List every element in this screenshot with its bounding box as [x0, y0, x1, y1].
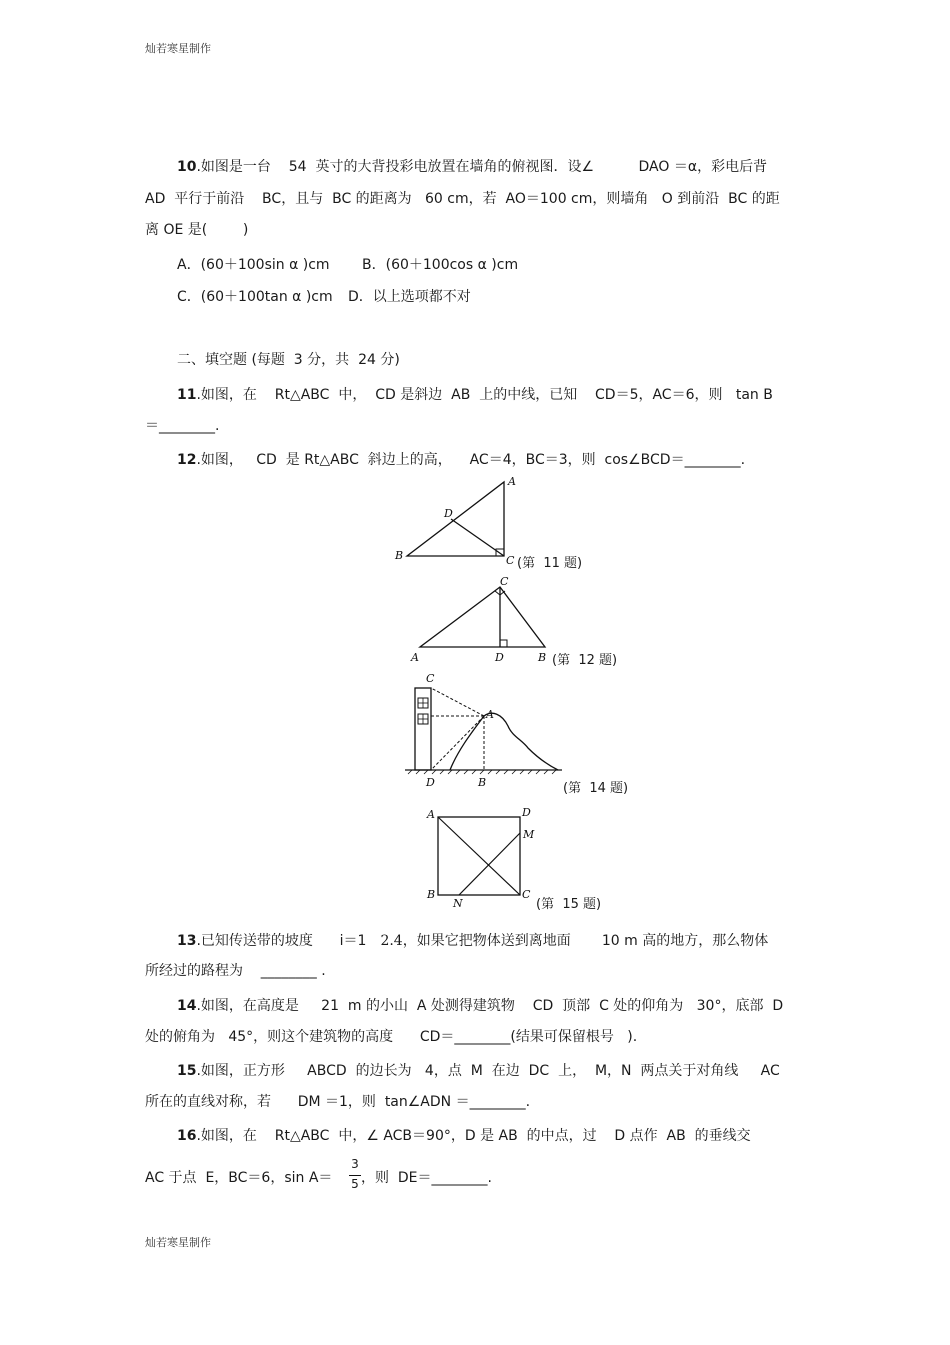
q13-text1a: .已知传送带的坡度 i＝1 — [196, 933, 367, 949]
fig15-label-b: B — [427, 888, 436, 901]
q16-line2b: ，则 DE＝________. — [361, 1170, 492, 1186]
fig15-label-m: M — [523, 828, 535, 841]
fig11-label-c: C — [506, 554, 515, 567]
figure-12 — [405, 575, 555, 670]
figure-11 — [390, 472, 520, 567]
q16-fraction-bar — [349, 1175, 361, 1176]
fig14-label-c: C — [426, 672, 435, 685]
fig12-label-a: A — [411, 651, 419, 664]
q14-text1: .如图，在高度是 21 m 的小山 A 处测得建筑物 CD 顶部 C 处的仰角为 30°，底部 D — [196, 998, 784, 1014]
fig11-label-d: D — [444, 507, 453, 520]
q13-ratio: 2.4 — [380, 933, 403, 949]
q12-line1 — [177, 451, 745, 469]
figure-15 — [425, 805, 545, 910]
q10-line2: AD 平行于前沿 BC，且与 BC 的距离为 60 cm，若 AO＝100 cm，则墙角 O 到前沿 BC 的距 — [145, 191, 780, 207]
page-header: 灿若寒星制作 — [145, 42, 211, 55]
q15-text1: .如图，正方形 ABCD 的边长为 4，点 M 在边 DC 上， M，N 两点关于对角线 AC — [196, 1063, 780, 1079]
q12-number: 12 — [177, 452, 197, 468]
q16-line2a: AC 于点 E，BC＝6，sin A＝ — [145, 1170, 333, 1186]
fig14-caption: (第 14 题) — [563, 781, 629, 796]
fig11-caption: (第 11 题) — [517, 556, 583, 571]
section-title-fill-in: 二、填空题 (每题 3 分，共 24 分) — [177, 352, 400, 368]
q15-number: 15 — [177, 1063, 197, 1079]
q16-fraction-denominator: 5 — [351, 1177, 359, 1191]
fig15-caption: (第 15 题) — [536, 897, 602, 912]
q11-line2: ＝________. — [145, 418, 220, 434]
figure-14 — [400, 670, 570, 795]
q13-line2: 所经过的路程为 ________ . — [145, 963, 326, 979]
q11-number: 11 — [177, 387, 197, 403]
q13-number: 13 — [177, 933, 197, 949]
q10-option-c: C．(60＋100tan α )cm — [177, 289, 333, 305]
fig15-label-c: C — [522, 888, 531, 901]
fig15-label-n: N — [453, 897, 463, 910]
fig12-label-d: D — [495, 651, 504, 664]
q10-option-b: B．(60＋100cos α )cm — [362, 257, 519, 273]
q10-option-a: A．(60＋100sin α )cm — [177, 257, 330, 273]
fig14-label-b: B — [478, 776, 487, 789]
fig14-label-a: A — [486, 708, 494, 721]
q16-line1 — [177, 1127, 751, 1145]
q15-line1 — [177, 1062, 780, 1080]
page-footer: 灿若寒星制作 — [145, 1236, 211, 1249]
q16-text1: .如图，在 Rt△ABC 中，∠ ACB＝90°，D 是 AB 的中点，过 D 点作 AB 的垂线交 — [196, 1128, 751, 1144]
fig15-label-d: D — [522, 806, 531, 819]
q11-text1: .如图，在 Rt△ABC 中， CD 是斜边 AB 上的中线，已知 CD＝5，AC＝6，则 tan B — [196, 387, 773, 403]
q16-number: 16 — [177, 1128, 197, 1144]
fig12-label-c: C — [500, 575, 509, 588]
q16-fraction-numerator: 3 — [351, 1157, 359, 1171]
q10-option-d: D．以上选项都不对 — [348, 289, 471, 305]
fig12-label-b: B — [538, 651, 547, 664]
q10-number: 10 — [177, 159, 197, 175]
fig11-label-a: A — [508, 475, 516, 488]
q12-text1: .如图， CD 是 Rt△ABC 斜边上的高， AC＝4，BC＝3，则 cos∠BCD＝________. — [196, 452, 746, 468]
q13-line1 — [177, 932, 768, 950]
q15-line2: 所在的直线对称，若 DM ＝1，则 tan∠ADN ＝________. — [145, 1094, 531, 1110]
q10-line1 — [177, 158, 767, 176]
q14-line1 — [177, 997, 783, 1015]
q10-line3: 离 OE 是( ) — [145, 222, 249, 238]
q14-number: 14 — [177, 998, 197, 1014]
fig11-label-b: B — [395, 549, 404, 562]
q14-line2: 处的俯角为 45°，则这个建筑物的高度 CD＝________(结果可保留根号 ). — [145, 1029, 638, 1045]
fig14-label-d: D — [426, 776, 435, 789]
q13-text1b: ，如果它把物体送到离地面 10 m 高的地方，那么物体 — [402, 933, 769, 949]
fig15-label-a: A — [427, 808, 435, 821]
fig12-caption: (第 12 题) — [552, 653, 618, 668]
q10-text1: .如图是一台 54 英寸的大背投彩电放置在墙角的俯视图．设∠ DAO ＝α，彩电后背 — [196, 159, 768, 175]
q11-line1 — [177, 386, 773, 404]
